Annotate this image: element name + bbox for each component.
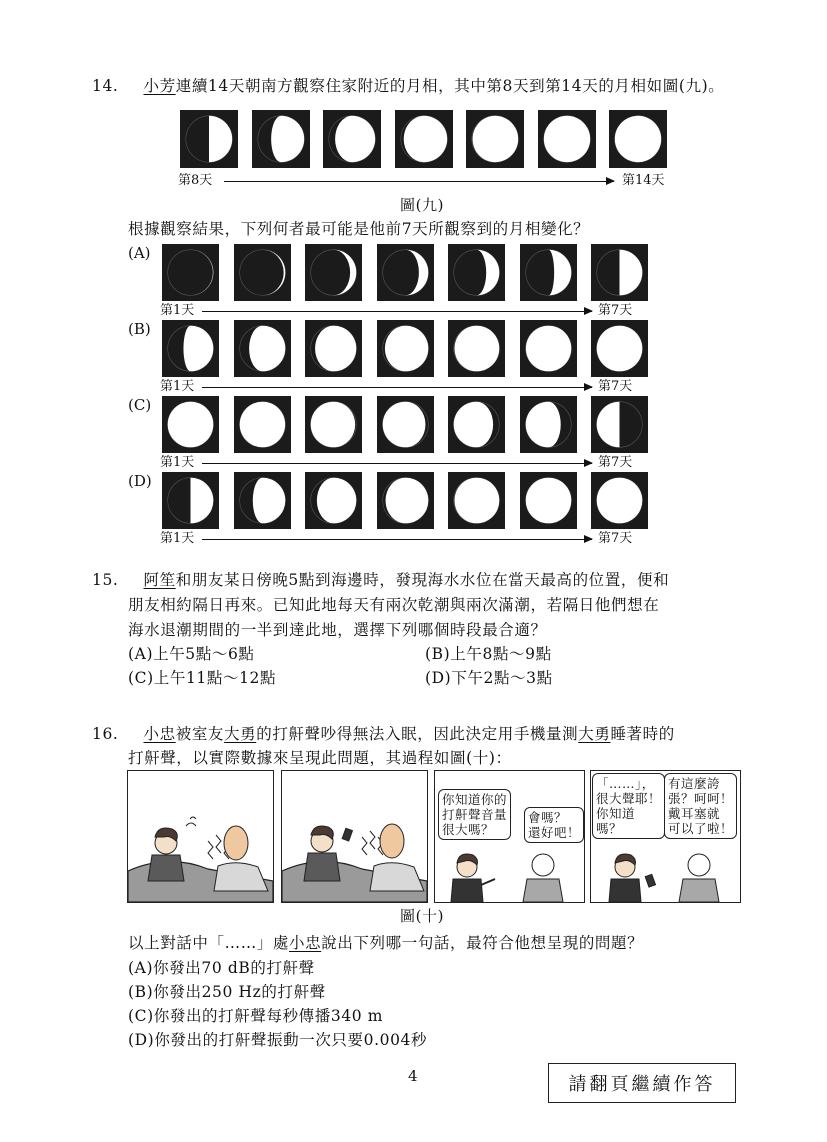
q15-person-name: 阿笙 [143,571,176,589]
q14-option-a-moon-4 [377,244,434,301]
fig9-moon-4 [395,110,453,168]
q14-option-a-end-label: 第7天 [598,303,633,318]
q14-option-b-end-label: 第7天 [598,379,633,394]
q16-option-a[interactable]: (A)你發出70 dB的打鼾聲 [128,959,315,977]
comic-panel-1-drawing [128,771,273,902]
q16-option-d[interactable]: (D)你發出的打鼾聲振動一次只要0.004秒 [128,1031,428,1049]
q14-option-d-start-label: 第1天 [160,531,195,546]
bubble-line: 很大嗎？ [442,822,495,837]
q15-line3: 海水退潮期間的一半到達此地，選擇下列哪個時段最合適？ [128,621,547,639]
fig9-time-arrow [224,181,614,182]
q14-option-b-moon-4 [377,320,434,377]
q14-option-c-end-label: 第7天 [598,455,633,470]
q16-prompt-post: 說出下列哪一句話，最符合他想呈現的問題？ [321,934,644,952]
q14-option-a-moon-5 [448,244,505,301]
q14-option-a-moon-7 [591,244,648,301]
q15-text-1: 和朋友某日傍晚5點到海邊時，發現海水水位在當天最高的位置，便和 [175,571,670,589]
q15-option-b[interactable]: (B)上午8點～9點 [425,645,552,663]
comic-panel-1 [127,770,274,903]
continue-box [548,1063,736,1103]
q14-stem [92,76,724,96]
q14-option-d-moon-7 [591,472,648,529]
q16-line2: 打鼾聲，以實際數據來呈現此問題，其過程如圖(十)： [128,749,512,767]
q14-option-b-moon-1 [162,320,219,377]
q14-option-a-moon-1 [162,244,219,301]
bubble-line: 可以了啦！ [668,821,734,836]
comic-bubble-dayong-1 [524,807,584,843]
q14-option-c-moon-6 [520,396,577,453]
fig9-end-label: 第14天 [622,173,665,188]
q14-option-c-moon-1 [162,396,219,453]
q16-name-xiaozhong: 小忠 [143,725,176,743]
q14-option-d-moon-5 [448,472,505,529]
q15-line1 [92,570,669,590]
q14-stem-text: 連續14天朝南方觀察住家附近的月相，其中第8天到第14天的月相如圖(九)。 [175,77,725,95]
q14-option-b-moon-3 [305,320,362,377]
q16-seg2: 的打鼾聲吵得無法入眠，因此決定用手機量測 [256,725,579,743]
bubble-line: 打鼾聲音量 [442,807,508,822]
comic-panel-2 [281,770,428,903]
q14-option-a-label[interactable]: (A) [128,244,151,262]
q14-option-c-moon-3 [305,396,362,453]
bubble-line: 張？呵呵！ [668,791,734,806]
q14-number: 14. [92,77,119,95]
q14-option-d-label[interactable]: (D) [128,472,152,490]
q14-option-c-arrow [202,463,592,464]
q16-name-dayong: 大勇 [224,725,257,743]
comic-bubble-xiaozhong-1 [438,789,511,840]
q14-option-a-moon-6 [520,244,577,301]
q16-prompt [128,933,643,953]
q14-option-c-moon-2 [234,396,291,453]
bubble-line: 戴耳塞就 [668,806,721,821]
q16-line1 [92,724,675,744]
fig9-moon-3 [323,110,381,168]
q14-option-b-arrow [202,387,592,388]
fig9-moon-2 [252,110,310,168]
q14-option-b-start-label: 第1天 [160,379,195,394]
q16-number: 16. [92,725,119,743]
q14-option-c-start-label: 第1天 [160,455,195,470]
fig10-caption: 圖(十) [400,907,445,925]
bubble-line: 你知道 [596,806,636,821]
bubble-line: 「……」， [596,776,655,791]
comic-bubble-dayong-2 [664,773,737,839]
q14-option-a-moon-3 [305,244,362,301]
q14-option-d-arrow [202,539,592,540]
fig9-moon-1 [180,110,238,168]
comic-bubble-xiaozhong-2 [592,773,665,839]
bubble-line: 你知道你的 [442,792,508,807]
q15-number: 15. [92,571,119,589]
q16-name-dayong-2: 大勇 [578,725,611,743]
q14-option-d-moon-1 [162,472,219,529]
q14-option-b-moon-6 [520,320,577,377]
q14-option-c-moon-5 [448,396,505,453]
comic-panel-2-drawing [282,771,427,902]
q14-option-b-label[interactable]: (B) [128,320,151,338]
q15-option-d[interactable]: (D)下午2點～3點 [425,669,553,687]
q16-option-c[interactable]: (C)你發出的打鼾聲每秒傳播340 m [128,1007,384,1025]
continue-label: 請翻頁繼續作答 [568,1074,716,1095]
q14-option-d-moon-6 [520,472,577,529]
q14-option-d-moon-4 [377,472,434,529]
q16-seg3: 睡著時的 [610,725,675,743]
q16-option-b[interactable]: (B)你發出250 Hz的打鼾聲 [128,983,326,1001]
q15-option-a[interactable]: (A)上午5點～6點 [128,645,255,663]
q14-option-a-start-label: 第1天 [160,303,195,318]
q16-prompt-pre: 以上對話中「……」處 [128,934,290,952]
page-number: 4 [408,1067,419,1085]
fig9-moon-7 [609,110,667,168]
q14-option-c-moon-7 [591,396,648,453]
q14-option-d-end-label: 第7天 [598,531,633,546]
q15-option-c[interactable]: (C)上午11點～12點 [128,669,277,687]
q14-option-d-moon-3 [305,472,362,529]
q14-option-a-moon-2 [234,244,291,301]
q14-option-b-moon-5 [448,320,505,377]
q15-line2: 朋友相約隔日再來。已知此地每天有兩次乾潮與兩次滿潮，若隔日他們想在 [128,596,660,614]
fig9-start-label: 第8天 [178,173,213,188]
q14-option-c-label[interactable]: (C) [128,396,152,414]
q14-option-b-moon-2 [234,320,291,377]
bubble-line: 有這麼誇 [668,776,721,791]
bubble-line: 嗎？ [596,821,623,836]
q14-option-b-moon-7 [591,320,648,377]
q16-seg1: 被室友 [175,725,225,743]
q14-option-a-arrow [202,311,592,312]
fig9-moon-6 [538,110,596,168]
q16-prompt-name: 小忠 [289,934,322,952]
bubble-line: 會嗎？ [528,810,568,825]
fig9-caption: 圖(九) [400,196,445,214]
bubble-line: 很大聲耶！ [596,791,662,806]
fig9-moon-5 [466,110,524,168]
q14-option-c-moon-4 [377,396,434,453]
q14-prompt: 根據觀察結果，下列何者最可能是他前7天所觀察到的月相變化？ [128,220,590,238]
q14-person-name: 小芳 [143,77,176,95]
q14-option-d-moon-2 [234,472,291,529]
bubble-line: 還好吧！ [528,825,581,840]
